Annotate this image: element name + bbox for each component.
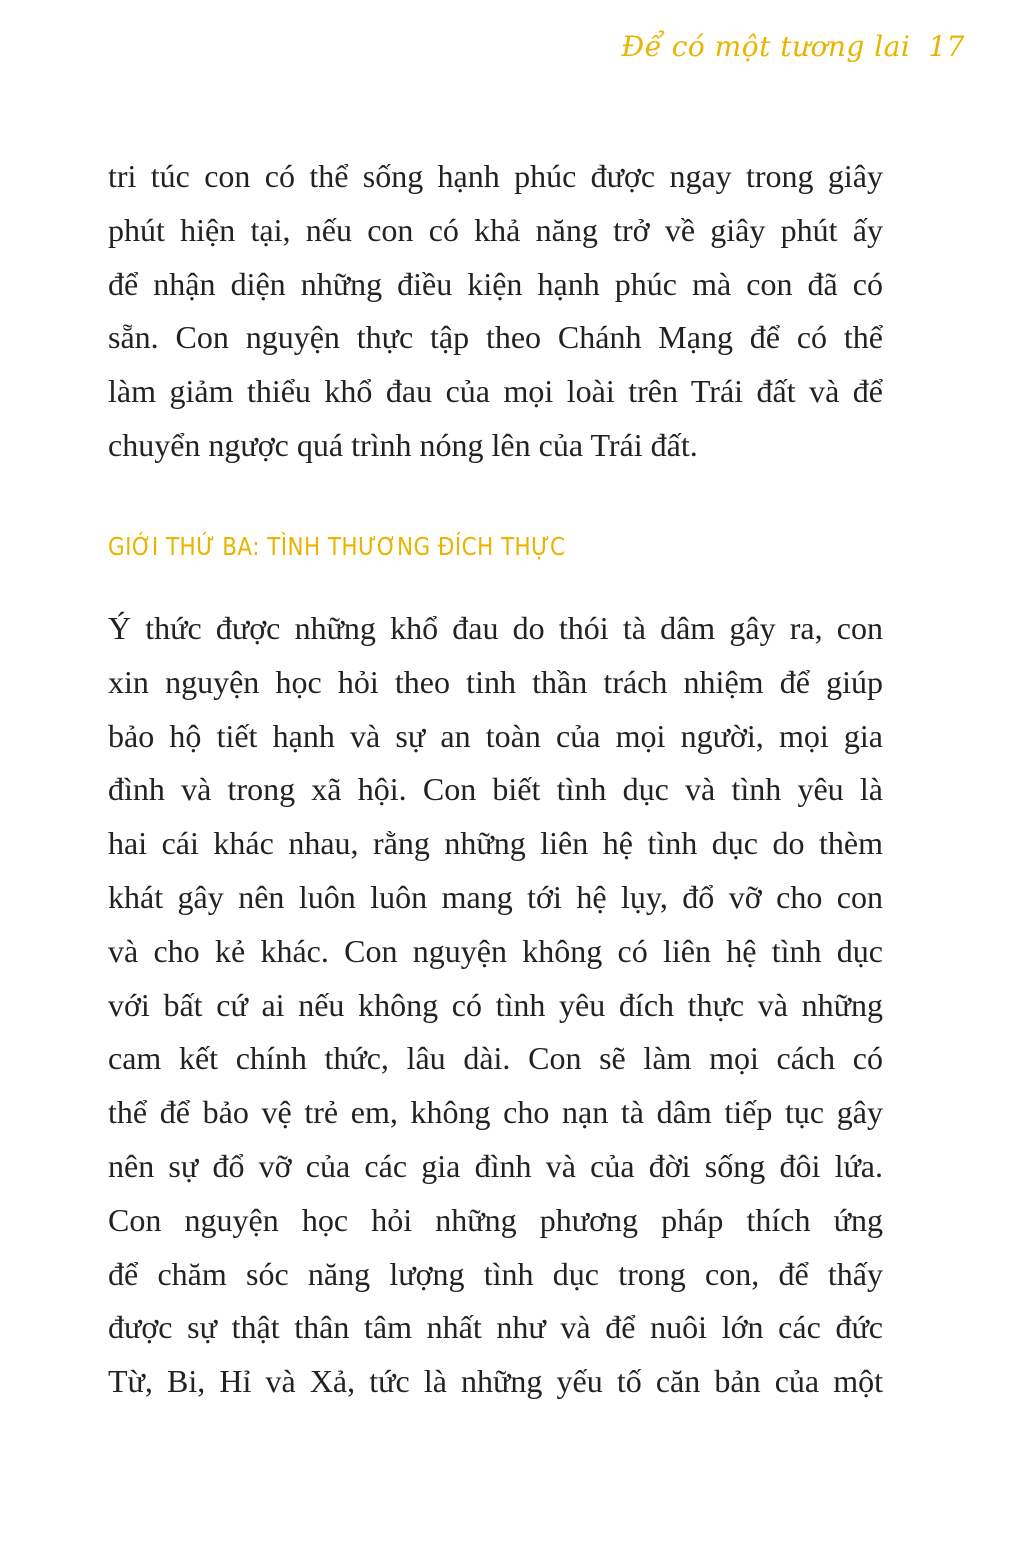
text-line: để nhận diện những điều kiện hạnh phúc mà con đã có (108, 265, 883, 302)
text-line: sẵn. Con nguyện thực tập theo Chánh Mạng để có thể (108, 319, 883, 356)
page-number: 17 (928, 30, 965, 63)
text-line: và cho kẻ khác. Con nguyện không có liên hệ tình dục (108, 932, 883, 969)
running-header (622, 30, 965, 63)
text-line: chuyển ngược quá trình nóng lên của Trái đất. (108, 426, 698, 463)
text-line: tri túc con có thể sống hạnh phúc được ngay trong giây (108, 158, 883, 194)
text-line: xin nguyện học hỏi theo tinh thần trách nhiệm để giúp (108, 663, 883, 700)
section-heading: GIỚI THỨ BA: TÌNH THƯƠNG ĐÍCH THỰC (108, 532, 566, 561)
text-line: thể để bảo vệ trẻ em, không cho nạn tà dâm tiếp tục gây (108, 1094, 883, 1131)
text-line: Từ, Bi, Hỉ và Xả, tức là những yếu tố căn bản của một (108, 1363, 883, 1400)
text-line: cam kết chính thức, lâu dài. Con sẽ làm mọi cách có (108, 1040, 883, 1077)
text-line: phút hiện tại, nếu con có khả năng trở về giây phút ấy (108, 211, 883, 248)
text-line: làm giảm thiểu khổ đau của mọi loài trên Trái đất và để (108, 373, 883, 410)
text-line: với bất cứ ai nếu không có tình yêu đích thực và những (108, 986, 883, 1023)
text-line: để chăm sóc năng lượng tình dục trong con, để thấy (108, 1255, 883, 1292)
text-line: khát gây nên luôn luôn mang tới hệ lụy, đổ vỡ cho con (108, 878, 883, 915)
running-title: Để có một tương lai (621, 30, 911, 63)
text-line: được sự thật thân tâm nhất như và để nuôi lớn các đức (108, 1309, 883, 1346)
text-line: đình và trong xã hội. Con biết tình dục và tình yêu là (108, 771, 883, 808)
text-line: hai cái khác nhau, rằng những liên hệ tình dục do thèm (108, 825, 883, 862)
text-line: Ý thức được những khổ đau do thói tà dâm gây ra, con (108, 610, 883, 646)
text-line: bảo hộ tiết hạnh và sự an toàn của mọi người, mọi gia (108, 717, 883, 754)
paragraph-third-precept (108, 602, 883, 1409)
text-line: nên sự đổ vỡ của các gia đình và của đời sống đôi lứa. (108, 1147, 883, 1184)
text-line: Con nguyện học hỏi những phương pháp thích ứng (108, 1201, 883, 1238)
paragraph-continuation (108, 150, 883, 473)
